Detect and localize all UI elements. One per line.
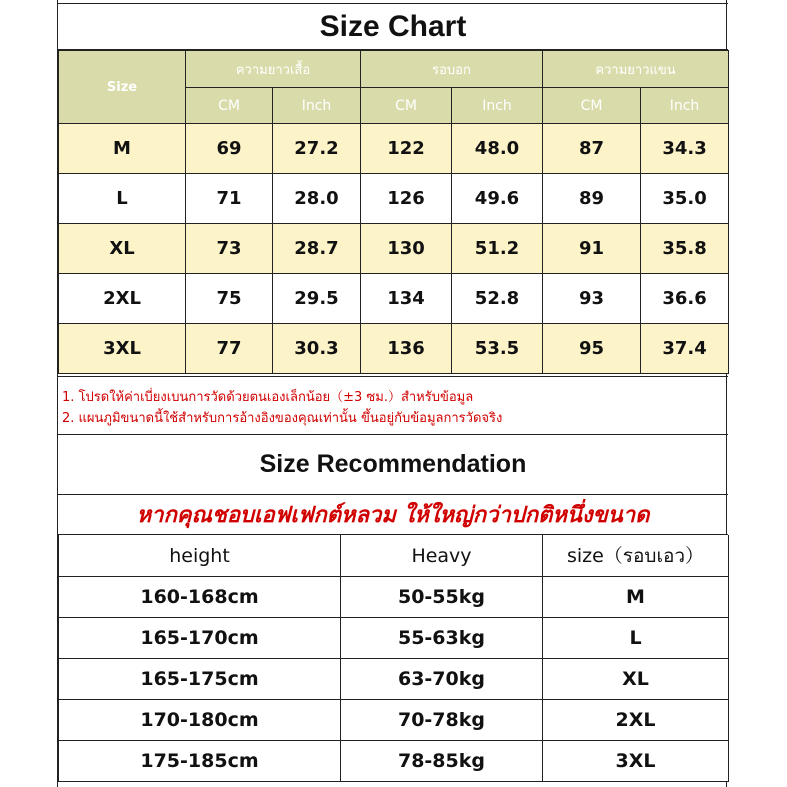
table-row — [59, 741, 729, 782]
height-cell: 175-185cm — [59, 741, 341, 782]
table-cell: 134 — [361, 274, 452, 324]
table-row — [59, 124, 729, 174]
table-cell: 34.3 — [641, 124, 729, 174]
table-row — [59, 618, 729, 659]
measurement-notes — [58, 376, 728, 435]
weight-cell: 50-55kg — [341, 577, 543, 618]
table-cell: 53.5 — [452, 324, 543, 374]
size-cell: XL — [543, 659, 729, 700]
table-cell: 69 — [186, 124, 273, 174]
group-header-chest: รอบอก — [361, 51, 543, 88]
table-cell: 28.7 — [273, 224, 361, 274]
weight-cell: 55-63kg — [341, 618, 543, 659]
table-cell: 89 — [543, 174, 641, 224]
table-cell: 93 — [543, 274, 641, 324]
table-cell: 27.2 — [273, 124, 361, 174]
size-chart-table — [58, 50, 729, 374]
note-line: 2. แผนภูมิขนาดนี้ใช้สำหรับการอ้างอิงของคุณเท่านั้น ขึ้นอยู่กับข้อมูลการวัดจริง — [62, 411, 503, 426]
size-cell: 2XL — [59, 274, 186, 324]
table-cell: 28.0 — [273, 174, 361, 224]
table-cell: 91 — [543, 224, 641, 274]
unit-header: Inch — [641, 88, 729, 124]
unit-header: CM — [543, 88, 641, 124]
table-row — [59, 324, 729, 374]
table-cell: 95 — [543, 324, 641, 374]
unit-header: CM — [361, 88, 452, 124]
table-header-row — [59, 51, 729, 88]
table-cell: 36.6 — [641, 274, 729, 324]
table-cell: 136 — [361, 324, 452, 374]
table-cell: 37.4 — [641, 324, 729, 374]
table-row — [59, 224, 729, 274]
size-cell: M — [543, 577, 729, 618]
table-cell: 71 — [186, 174, 273, 224]
table-row — [59, 174, 729, 224]
size-chart-title: Size Chart — [58, 3, 728, 50]
table-cell: 51.2 — [452, 224, 543, 274]
weight-header: Heavy — [341, 535, 543, 577]
table-cell: 77 — [186, 324, 273, 374]
weight-cell: 70-78kg — [341, 700, 543, 741]
size-cell: L — [59, 174, 186, 224]
table-row — [59, 700, 729, 741]
size-chart-sheet — [57, 0, 727, 787]
size-cell: 3XL — [543, 741, 729, 782]
table-cell: 75 — [186, 274, 273, 324]
table-cell: 130 — [361, 224, 452, 274]
table-cell: 73 — [186, 224, 273, 274]
size-cell: 3XL — [59, 324, 186, 374]
table-header-row — [59, 535, 729, 577]
table-cell: 48.0 — [452, 124, 543, 174]
table-cell: 29.5 — [273, 274, 361, 324]
height-cell: 170-180cm — [59, 700, 341, 741]
table-cell: 126 — [361, 174, 452, 224]
height-header: height — [59, 535, 341, 577]
table-cell: 87 — [543, 124, 641, 174]
group-header-sleeve: ความยาวแขน — [543, 51, 729, 88]
weight-cell: 63-70kg — [341, 659, 543, 700]
size-cell: XL — [59, 224, 186, 274]
size-recommendation-table — [58, 535, 729, 782]
table-cell: 122 — [361, 124, 452, 174]
note-line: 1. โปรดให้ค่าเบี่ยงเบนการวัดด้วยตนเองเล็กน้อย（±3 ซม.）สำหรับข้อมูล — [62, 390, 474, 405]
size-column-header: Size — [59, 51, 186, 124]
weight-cell: 78-85kg — [341, 741, 543, 782]
table-cell: 49.6 — [452, 174, 543, 224]
size-cell: 2XL — [543, 700, 729, 741]
loose-fit-warning: หากคุณชอบเอฟเฟกต์หลวม ให้ใหญ่กว่าปกติหนึ่งขนาด — [58, 495, 728, 535]
height-cell: 160-168cm — [59, 577, 341, 618]
unit-header: Inch — [452, 88, 543, 124]
size-cell: M — [59, 124, 186, 174]
table-row — [59, 577, 729, 618]
size-header: size（รอบเอว） — [543, 535, 729, 577]
table-row — [59, 659, 729, 700]
table-row — [59, 274, 729, 324]
unit-header: Inch — [273, 88, 361, 124]
group-header-length: ความยาวเสื้อ — [186, 51, 361, 88]
table-cell: 30.3 — [273, 324, 361, 374]
table-cell: 35.8 — [641, 224, 729, 274]
table-cell: 35.0 — [641, 174, 729, 224]
table-cell: 52.8 — [452, 274, 543, 324]
size-cell: L — [543, 618, 729, 659]
height-cell: 165-170cm — [59, 618, 341, 659]
height-cell: 165-175cm — [59, 659, 341, 700]
unit-header: CM — [186, 88, 273, 124]
size-recommendation-title: Size Recommendation — [58, 435, 728, 495]
